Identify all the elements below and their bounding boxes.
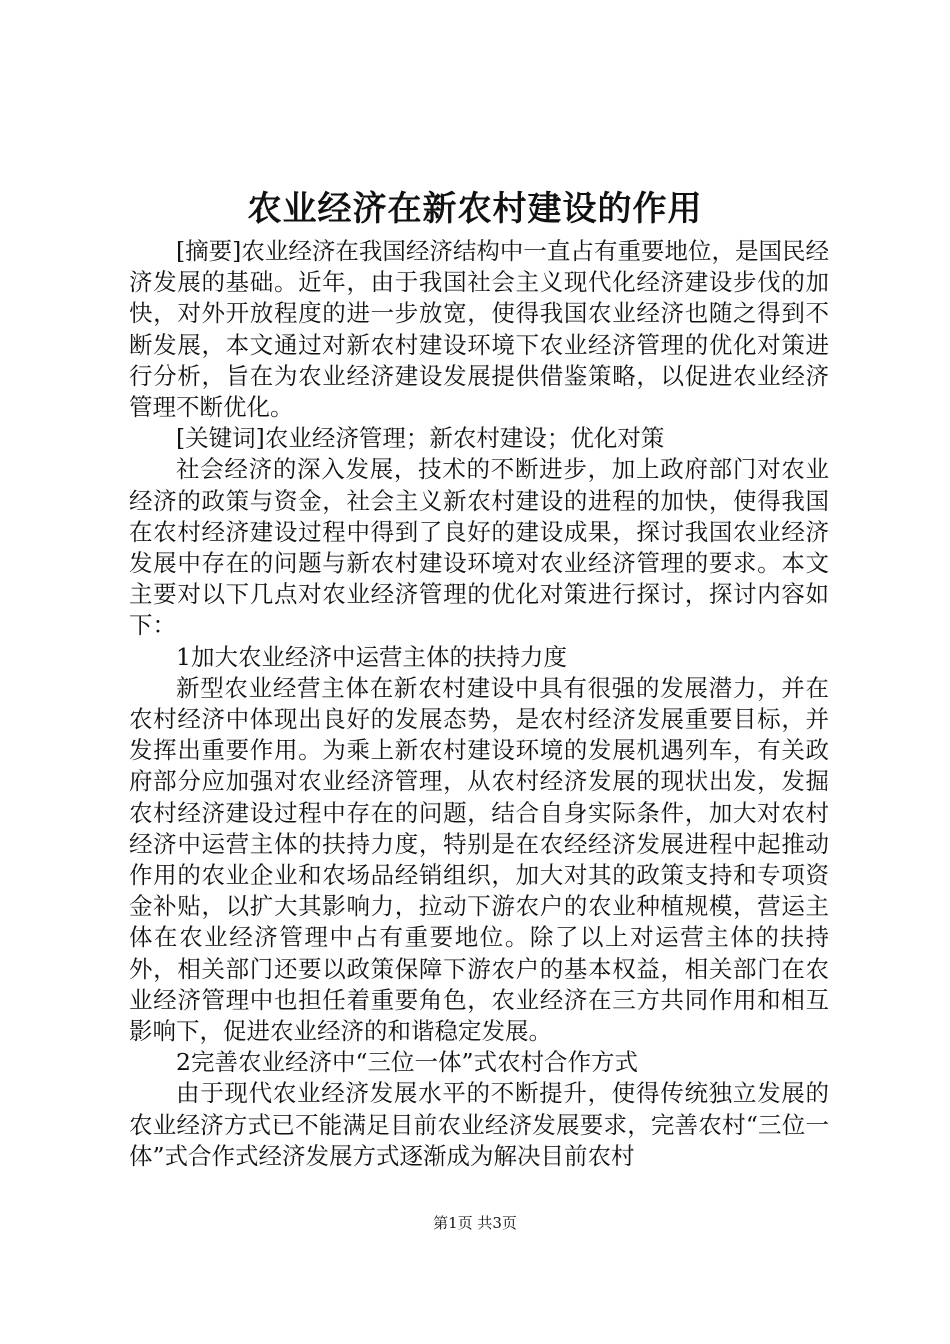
document-body: [129, 236, 829, 1172]
section-heading-2: 2完善农业经济中“三位一体”式农村合作方式: [176, 1048, 638, 1077]
abstract-paragraph: [摘要]农业经济在我国经济结构中一直占有重要地位，是国民经济发展的基础。近年，由于我国社会主义现代化经济建设步伐的加快，对外开放程度的进一步放宽，使得我国农业经济也随之得到不断发展，本文通过对新农村建设环境下农业经济管理的优化对策进行分析，旨在为农业经济建设发展提供借鉴策略，以促进农业经济管理不断优化。: [129, 237, 829, 422]
page-footer: 第1页 共3页: [433, 1214, 517, 1232]
section-heading-1: 1加大农业经济中运营主体的扶持力度: [176, 642, 567, 671]
keywords-paragraph: [关键词]农业经济管理；新农村建设；优化对策: [176, 424, 665, 453]
document-title: 农业经济在新农村建设的作用: [247, 189, 703, 229]
section-1-paragraph: 新型农业经营主体在新农村建设中具有很强的发展潜力，并在农村经济中体现出良好的发展态势，是农村经济发展重要目标，并发挥出重要作用。为乘上新农村建设环境的发展机遇列车，有关政府部分应加强对农业经济管理，从农村经济发展的现状出发，发掘农村经济建设过程中存在的问题，结合自身实际条件，加大对农村经济中运营主体的扶持力度，特别是在农经经济发展进程中起推动作用的农业企业和农场品经销组织，加大对其的政策支持和专项资金补贴，以扩大其影响力，拉动下游农户的农业种植规模，营运主体在农业经济管理中占有重要地位。除了以上对运营主体的扶持外，相关部门还要以政策保障下游农户的基本权益，相关部门在农业经济管理中也担任着重要角色，农业经济在三方共同作用和相互影响下，促进农业经济的和谐稳定发展。: [129, 673, 829, 1046]
intro-paragraph: 社会经济的深入发展，技术的不断进步，加上政府部门对农业经济的政策与资金，社会主义新农村建设的进程的加快，使得我国在农村经济建设过程中得到了良好的建设成果，探讨我国农业经济发展中存在的问题与新农村建设环境对农业经济管理的要求。本文主要对以下几点对农业经济管理的优化对策进行探讨，探讨内容如下：: [129, 455, 829, 640]
section-2-paragraph: 由于现代农业经济发展水平的不断提升，使得传统独立发展的农业经济方式已不能满足目前农业经济发展要求，完善农村“三位一体”式合作式经济发展方式逐渐成为解决目前农村: [129, 1079, 829, 1170]
